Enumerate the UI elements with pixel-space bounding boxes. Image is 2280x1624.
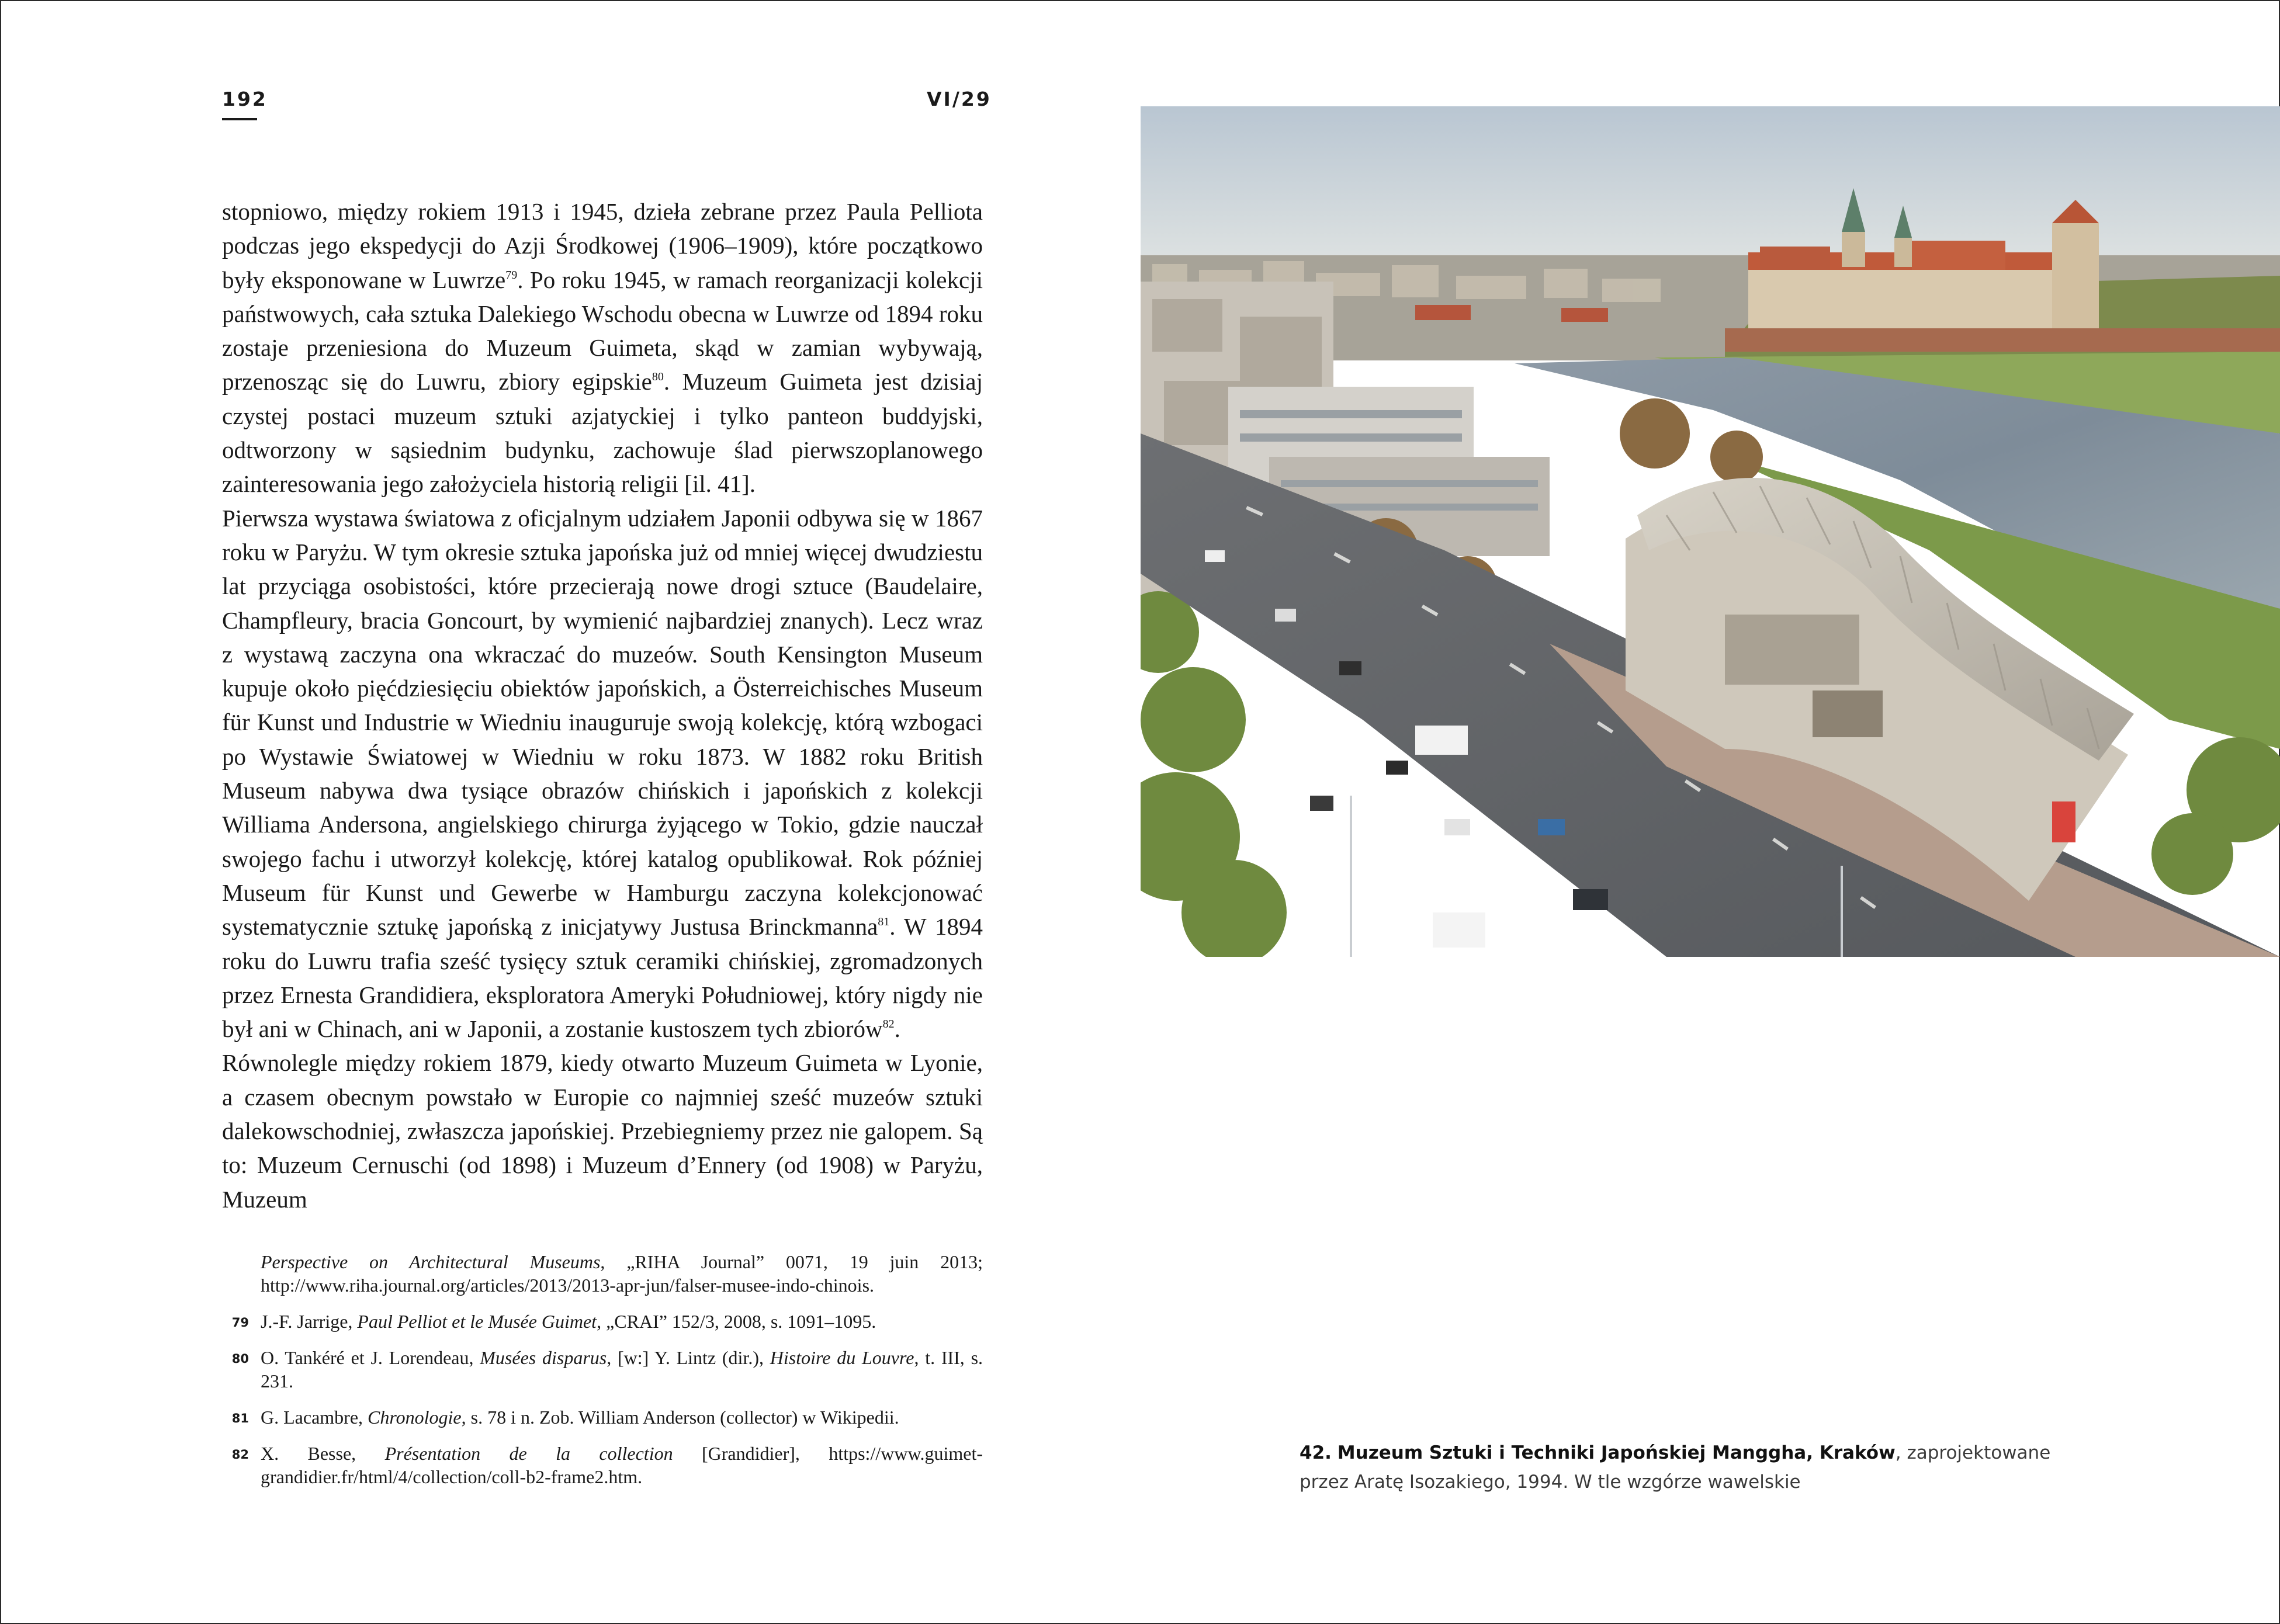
body-paragraph bbox=[222, 195, 983, 501]
body-paragraph bbox=[222, 501, 983, 1046]
footnote-segment: X. Besse, bbox=[261, 1443, 385, 1464]
footnote-segment: J.-F. Jarrige, bbox=[261, 1311, 358, 1332]
footnote bbox=[222, 1310, 983, 1333]
footnote-number: 80 bbox=[231, 1352, 249, 1366]
footnote-segment: , „RIHA Journal” 0071, 19 juin 2013; http://www.riha.journal.org/articles/2013/2013-apr-jun/falser-musee-indo-chinois. bbox=[261, 1251, 983, 1296]
page-number-underline bbox=[222, 118, 257, 120]
footnote-text bbox=[261, 1347, 983, 1391]
footnote-segment: G. Lacambre, bbox=[261, 1407, 368, 1428]
museum-aerial-photo bbox=[1141, 106, 2280, 957]
section-code: VI/29 bbox=[927, 88, 992, 110]
paragraph-text: stopniowo, między rokiem 1913 i 1945, dzieła zebrane przez Paula Pelliota podczas jego ekspedycji do Azji Środkowej (1906–1909), które początkowo były eksponowane w Luwrze bbox=[222, 198, 983, 293]
castle-wall bbox=[1725, 328, 2280, 352]
caption-rest: , zaprojektowane przez Aratę Isozakiego, 1994. W tle wzgórze wawelskie bbox=[1300, 1442, 2051, 1493]
page-number: 192 bbox=[222, 88, 268, 110]
footnote-number: 81 bbox=[231, 1411, 249, 1425]
footnote-text bbox=[261, 1443, 983, 1487]
paragraph-text: . Po roku 1945, w ramach reorganizacji kolekcji państwowych, cała sztuka Dalekiego Wschodu obecna w Luwrze od 1894 roku zostaje przeniesiona do Muzeum Guimeta, skąd w zamian wybywają, przenosząc się do Luwru, zbiory egipskie bbox=[222, 266, 983, 395]
footnote bbox=[222, 1442, 983, 1488]
footnote-title: Histoire du Louvre bbox=[770, 1347, 914, 1368]
paragraph-text: Pierwsza wystawa światowa z oficjalnym udziałem Japonii odbywa się w 1867 roku w Paryżu. W tym okresie sztuka japońska już od mniej więcej dwudziestu lat przyciąga osobistości, które przecierają nowe drogi sztuce (Baudelaire, Champfleury, bracia Goncourt, by wymienić najbardziej znanych). Lecz wraz z wystawą zaczyna ona wkraczać do muzeów. South Kensington Museum kupuje około pięćdziesięciu obiektów japońskich, a Österreichisches Museum für Kunst und Industrie w Wiedniu inauguruje swoją kolekcję, którą wzbogaci po Wystawie Światowej w Wiedniu w roku 1873. W 1882 roku British Museum nabywa dwa tysiące obrazów chińskich i japońskich z kolekcji Williama Andersona, angielskiego chirurga żyjącego w Tokio, gdzie nauczał swojego fachu i utworzył kolekcję, której katalog opublikował. Rok później Museum für Kunst und Gewerbe w Hamburgu zaczyna kolekcjonować systematycznie sztukę japońską z inicjatywy Justusa Brinckmanna bbox=[222, 504, 983, 941]
footnotes bbox=[222, 1250, 983, 1501]
sky bbox=[1141, 106, 2280, 270]
footnote-segment: [Grandidier], https://www.guimet-grandidier.fr/html/4/collection/coll-b2-frame2.htm. bbox=[261, 1443, 983, 1487]
paragraph-text: . W 1894 roku do Luwru trafia sześć tysięcy sztuk ceramiki chińskiej, zgromadzonych przez Ernesta Grandidiera, eksploratora Ameryki Południowej, który nigdy nie był ani w Chinach, ani w Japonii, a zostanie kustoszem tych zbiorów bbox=[222, 913, 983, 1043]
footnote-segment: , [w:] Y. Lintz (dir.), bbox=[607, 1347, 770, 1368]
body-text bbox=[222, 195, 983, 1216]
footnote bbox=[222, 1346, 983, 1393]
footnote-reference: 81 bbox=[878, 915, 890, 929]
footnote-title: Présentation de la collection bbox=[384, 1443, 673, 1464]
footnote-segment: , t. III, s. 231. bbox=[261, 1347, 983, 1391]
footnote-title: Chronologie bbox=[368, 1407, 462, 1428]
figure-caption bbox=[1300, 1438, 2071, 1497]
footnote-segment: , s. 78 i n. Zob. William Anderson (collector) w Wikipedii. bbox=[461, 1407, 899, 1428]
caption-title: Muzeum Sztuki i Techniki Japońskiej Manggha, Kraków bbox=[1337, 1442, 1896, 1463]
footnote-reference: 79 bbox=[505, 268, 518, 282]
footnote bbox=[222, 1406, 983, 1429]
paragraph-text: . Muzeum Guimeta jest dzisiaj czystej postaci muzeum sztuki azjatyckiej i tylko panteon buddyjski, odtworzony w sąsiednim budynku, zachowuje ślad pierwszoplanowego zainteresowania jego założyciela historią religii [il. 41]. bbox=[222, 368, 983, 498]
paragraph-text: Równolegle między rokiem 1879, kiedy otwarto Muzeum Guimeta w Lyonie, a czasem obecnym powstało w Europie co najmniej sześć muzeów sztuki dalekowschodniej, zwłaszcza japońskiej. Przebiegniemy przez nie galopem. Są to: Muzeum Cernuschi (od 1898) i Muzeum d’Ennery (od 1908) w Paryżu, Muzeum bbox=[222, 1049, 983, 1213]
footnote-title: Musées disparus bbox=[480, 1347, 607, 1368]
footnote-title: Paul Pelliot et le Musée Guimet bbox=[357, 1311, 597, 1332]
footnote-reference: 82 bbox=[882, 1018, 895, 1031]
footnote-text bbox=[261, 1251, 983, 1296]
caption-number: 42. bbox=[1300, 1442, 1332, 1463]
footnote bbox=[222, 1250, 983, 1297]
footnote-number: 79 bbox=[231, 1316, 249, 1330]
paragraph-text: . bbox=[894, 1015, 900, 1043]
footnote-reference: 80 bbox=[652, 370, 664, 384]
footnote-segment: , „CRAI” 152/3, 2008, s. 1091–1095. bbox=[597, 1311, 876, 1332]
body-paragraph bbox=[222, 1046, 983, 1216]
footnote-segment: O. Tankéré et J. Lorendeau, bbox=[261, 1347, 480, 1368]
photo-illustration bbox=[1141, 106, 2280, 957]
footnote-number: 82 bbox=[231, 1448, 249, 1462]
footnote-title: Perspective on Architectural Museums bbox=[261, 1251, 601, 1272]
footnote-text bbox=[261, 1407, 899, 1428]
footnote-text bbox=[261, 1311, 876, 1332]
